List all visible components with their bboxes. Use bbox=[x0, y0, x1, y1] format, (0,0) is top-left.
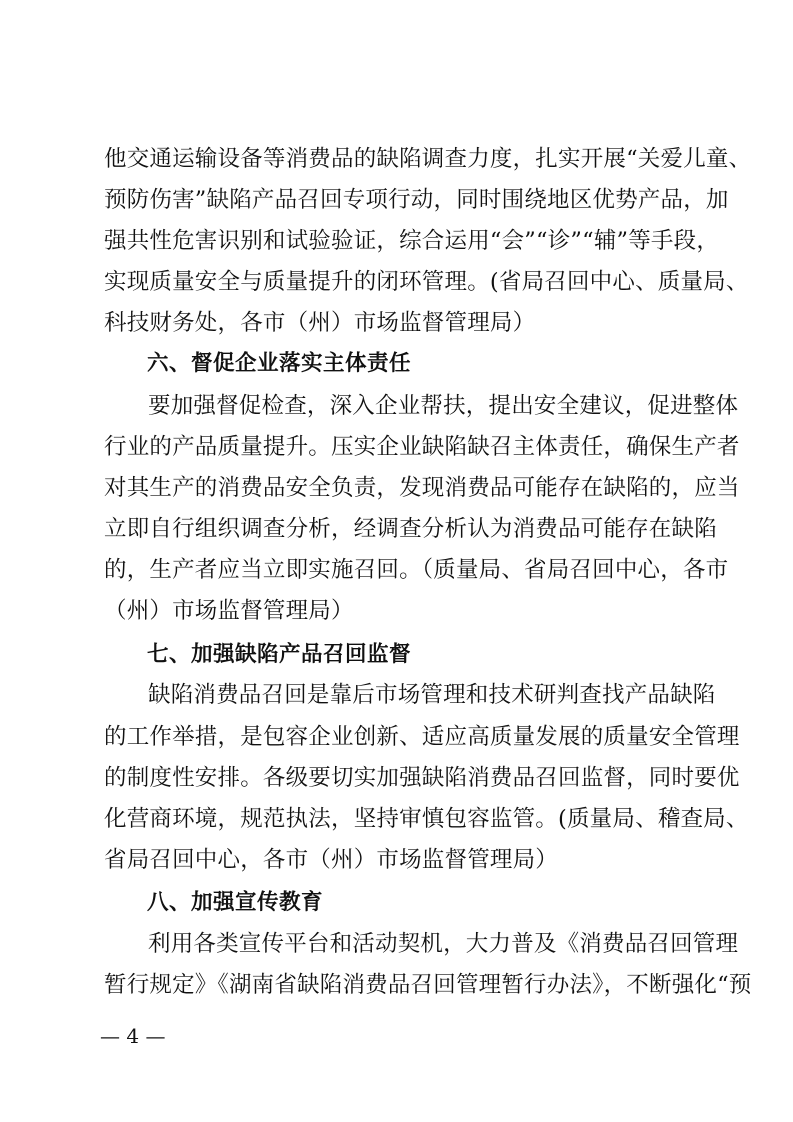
body-text-line: 预防伤害”缺陷产品召回专项行动，同时围绕地区优势产品，加 bbox=[104, 187, 729, 213]
body-text-line: 行业的产品质量提升。压实企业缺陷缺召主体责任，确保生产者 bbox=[104, 434, 740, 460]
body-text-line: 利用各类宣传平台和活动契机，大力普及《消费品召回管理 bbox=[148, 931, 739, 957]
section-heading-8: 八、加强宣传教育 bbox=[147, 890, 324, 915]
section-heading-6: 六、督促企业落实主体责任 bbox=[147, 351, 412, 376]
body-text-line: 科技财务处，各市（州）市场监督管理局） bbox=[104, 310, 536, 336]
body-text-line: 实现质量安全与质量提升的闭环管理。(省局召回中心、质量局、 bbox=[104, 269, 749, 295]
body-text-line: 缺陷消费品召回是靠后市场管理和技术研判查找产品缺陷 bbox=[148, 682, 716, 708]
section-heading-7: 七、加强缺陷产品召回监督 bbox=[147, 642, 412, 667]
body-text-line: 省局召回中心，各市（州）市场监督管理局） bbox=[104, 847, 559, 873]
body-text-line: 化营商环境，规范执法，坚持审慎包容监管。(质量局、稽查局、 bbox=[104, 806, 749, 832]
body-text-line: 他交通运输设备等消费品的缺陷调查力度，扎实开展“关爱儿童、 bbox=[104, 146, 752, 172]
body-text-line: （州）市场监督管理局） bbox=[104, 598, 354, 624]
page-number: — 4 — bbox=[100, 1024, 166, 1048]
body-text-line: 立即自行组织调查分析，经调查分析认为消费品可能存在缺陷 bbox=[104, 516, 717, 542]
body-text-line: 的，生产者应当立即实施召回。（质量局、省局召回中心，各市 bbox=[104, 557, 729, 583]
body-text-line: 的制度性安排。各级要切实加强缺陷消费品召回监督，同时要优 bbox=[104, 765, 740, 791]
body-text-line: 对其生产的消费品安全负责，发现消费品可能存在缺陷的，应当 bbox=[104, 475, 740, 501]
body-text-line: 的工作举措，是包容企业创新、适应高质量发展的质量安全管理 bbox=[104, 724, 740, 750]
body-text-line: 暂行规定》《湖南省缺陷消费品召回管理暂行办法》，不断强化“预 bbox=[104, 972, 752, 998]
body-text-line: 要加强督促检查，深入企业帮扶，提出安全建议，促进整体 bbox=[148, 393, 739, 419]
body-text-line: 强共性危害识别和试验验证，综合运用“会”“诊”“辅”等手段， bbox=[104, 228, 720, 254]
